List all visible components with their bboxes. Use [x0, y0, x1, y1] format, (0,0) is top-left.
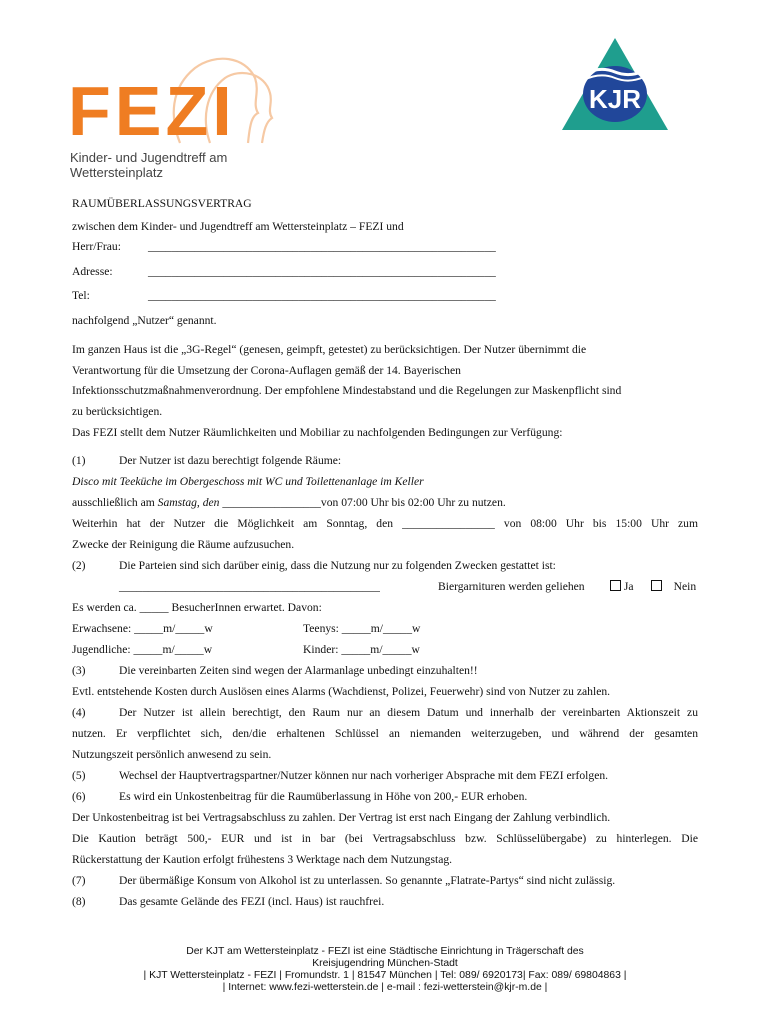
section-1-saturday-label: Samstag, den [157, 496, 220, 509]
section-2-number: (2) [72, 559, 86, 572]
para-3g-line-3: Infektionsschutzmaßnahmenverordnung. Der empfohlene Mindestabstand und die Regelungen zur Maskenpflicht sind [72, 384, 622, 397]
section-1-text: Der Nutzer ist dazu berechtigt folgende Räume: [119, 454, 342, 467]
footer-line-3: | KJT Wettersteinplatz - FEZI | Fromundstr. 1 | 81547 München | Tel: 089/ 6920173| Fax: 089/ 69804863 | [143, 970, 627, 981]
tel-label: Tel: [72, 289, 90, 302]
footer-line-1: Der KJT am Wettersteinplatz - FEZI ist eine Städtische Einrichtung in Trägerschaft des [186, 946, 584, 957]
section-1-saturday-line [72, 496, 506, 510]
ja-checkbox[interactable] [610, 580, 621, 591]
section-1-saturday-rest: _________________von 07:00 Uhr bis 02:00 Uhr zu nutzen. [219, 496, 506, 509]
section-3-text: Die vereinbarten Zeiten sind wegen der Alarmanlage unbedingt einzuhalten!! [119, 664, 478, 677]
nein-label: Nein [673, 580, 697, 593]
adresse-field[interactable]: ____________________________________________________________ [148, 265, 496, 278]
section-3-costs: Evtl. entstehende Kosten durch Auslösen eines Alarms (Wachdienst, Polizei, Feuerwehr) sind von Nutzer zu zahlen. [72, 685, 611, 698]
fezi-logo-word: FEZI [68, 72, 236, 150]
section-7-text: Der übermäßige Konsum von Alkohol ist zu unterlassen. So genannte „Flatrate-Partys“ sind nicht zulässig. [119, 874, 616, 887]
section-4-line-1: Der Nutzer ist allein berechtigt, den Raum nur an diesem Datum und innerhalb der vereinbarten Aktionszeit zu [119, 706, 698, 719]
section-2-purpose-field[interactable]: _____________________________________________ [119, 580, 380, 593]
para-3g-line-1: Im ganzen Haus ist die „3G-Regel“ (genesen, geimpft, getestet) zu berücksichtigen. Der Nutzer übernimmt die [72, 343, 587, 356]
jugendliche-field[interactable]: Jugendliche: _____m/_____w [72, 643, 213, 656]
nachfolgend-line: nachfolgend „Nutzer“ genannt. [72, 314, 217, 327]
fezi-stellt-line: Das FEZI stellt dem Nutzer Räumlichkeiten und Mobiliar zu nachfolgenden Bedingungen zur Verfügung: [72, 426, 563, 439]
section-5-number: (5) [72, 769, 86, 782]
biergarnituren-label: Biergarnituren werden geliehen [438, 580, 585, 593]
section-6-line-4: Rückerstattung der Kaution erfolgt frühestens 3 Werktage nach dem Nutzungstag. [72, 853, 453, 866]
kjr-logo-word: KJR [588, 84, 642, 114]
document-title: RAUMÜBERLASSUNGSVERTRAG [72, 197, 252, 210]
kinder-field[interactable]: Kinder: _____m/_____w [303, 643, 420, 656]
fezi-logo [68, 56, 308, 180]
intro-line: zwischen dem Kinder- und Jugendtreff am Wettersteinplatz – FEZI und [72, 220, 404, 233]
section-5-text: Wechsel der Hauptvertragspartner/Nutzer können nur nach vorheriger Absprache mit dem FEZI erfolgen. [119, 769, 609, 782]
section-1-sunday-line: Weiterhin hat der Nutzer die Möglichkeit am Sonntag, den ________________ von 08:00 Uhr bis 15:00 Uhr zum [72, 517, 698, 530]
erwachsene-field[interactable]: Erwachsene: _____m/_____w [72, 622, 213, 635]
herr-frau-field[interactable]: ____________________________________________________________ [148, 240, 496, 253]
section-6-line-3: Die Kaution beträgt 500,- EUR und ist in bar (bei Vertragsabschluss bzw. Schlüsselübergabe) zu hinterlegen. Die [72, 832, 698, 845]
herr-frau-label: Herr/Frau: [72, 240, 121, 253]
adresse-label: Adresse: [72, 265, 113, 278]
section-1-saturday-prefix: ausschließlich am [72, 496, 158, 509]
tel-field[interactable]: ____________________________________________________________ [148, 289, 496, 302]
kjr-logo [560, 36, 670, 132]
section-1-rooms: Disco mit Teeküche im Obergeschoss mit WC und Toilettenanlage im Keller [72, 475, 424, 488]
section-4-line-3: Nutzungszeit persönlich anwesend zu sein. [72, 748, 272, 761]
nein-checkbox[interactable] [651, 580, 662, 591]
section-4-number: (4) [72, 706, 86, 719]
teenys-field[interactable]: Teenys: _____m/_____w [303, 622, 421, 635]
section-6-number: (6) [72, 790, 86, 803]
section-6-line-2: Der Unkostenbeitrag ist bei Vertragsabschluss zu zahlen. Der Vertrag ist erst nach Eingang der Zahlung verbindlich. [72, 811, 611, 824]
section-8-number: (8) [72, 895, 86, 908]
para-3g-line-2: Verantwortung für die Umsetzung der Corona-Auflagen gemäß der 14. Bayerischen [72, 364, 461, 377]
footer-line-4: | Internet: www.fezi-wetterstein.de | e-mail : fezi-wetterstein@kjr-m.de | [222, 982, 548, 993]
section-6-text: Es wird ein Unkostenbeitrag für die Raumüberlassung in Höhe von 200,- EUR erhoben. [119, 790, 528, 803]
footer-line-2: Kreisjugendring München-Stadt [312, 958, 458, 969]
section-1-cleaning-line: Zwecke der Reinigung die Räume aufzusuchen. [72, 538, 295, 551]
section-1-number: (1) [72, 454, 86, 467]
ja-option[interactable] [610, 580, 634, 594]
nein-option[interactable] [651, 580, 696, 594]
para-3g-line-4: zu berücksichtigen. [72, 405, 163, 418]
ja-label: Ja [623, 580, 634, 593]
section-3-number: (3) [72, 664, 86, 677]
section-8-text: Das gesamte Gelände des FEZI (incl. Haus) ist rauchfrei. [119, 895, 385, 908]
section-7-number: (7) [72, 874, 86, 887]
section-4-line-2: nutzen. Er verpflichtet sich, den/die erhaltenen Schlüssel an niemanden weiterzugeben, und während der gesamten [72, 727, 698, 740]
section-2-text: Die Parteien sind sich darüber einig, dass die Nutzung nur zu folgenden Zwecken gestattet ist: [119, 559, 556, 572]
besucher-line: Es werden ca. _____ BesucherInnen erwartet. Davon: [72, 601, 322, 614]
fezi-logo-subtitle: Kinder- und Jugendtreff am Wettersteinplatz [70, 150, 228, 180]
